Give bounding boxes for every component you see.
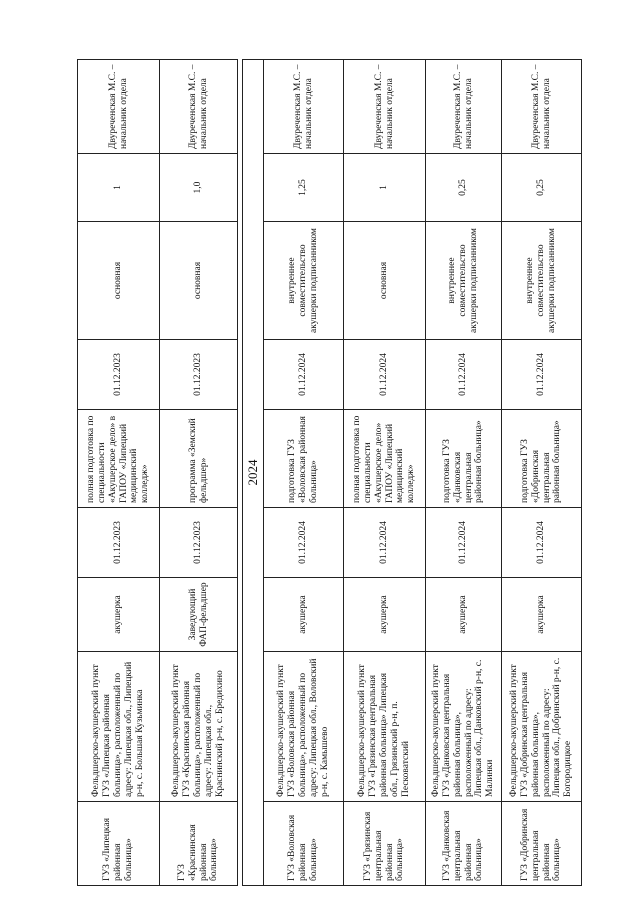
table-row xyxy=(78,60,160,886)
cell-position: акушерка xyxy=(78,578,160,652)
year-row xyxy=(243,60,264,886)
cell-position: акушерка xyxy=(264,578,344,652)
cell-responsible: Двуреченская М.С. – начальник отдела xyxy=(502,60,582,154)
cell-address: Фельдшерско-акушерский пункт ГУЗ «Добринская центральная районная больница», расположенный по адресу: Липецкая обл., Добринский р-н, с. Богородицкое xyxy=(502,652,582,802)
cell-employment: основная xyxy=(160,222,238,340)
table-row xyxy=(264,60,344,886)
cell-training: полная подготовка по специальности «Акушерское дело» в ГАПОУ «Липецкий медицинский колледж» xyxy=(78,410,160,508)
cell-responsible: Двуреченская М.С. – начальник отдела xyxy=(78,60,160,154)
cell-date: 01.12.2023 xyxy=(78,508,160,578)
cell-position: акушерка xyxy=(344,578,426,652)
cell-training: полная подготовка по специальности «Акушерское дело» ГАПОУ «Липецкий медицинский колледж» xyxy=(344,410,426,508)
cell-date: 01.12.2023 xyxy=(78,340,160,410)
cell-responsible: Двуреченская М.С. – начальник отдела xyxy=(426,60,502,154)
document-page xyxy=(77,60,574,886)
cell-date: 01.12.2024 xyxy=(344,508,426,578)
cell-date: 01.12.2024 xyxy=(264,508,344,578)
cell-org: ГУЗ «Добринская центральная районная больница» xyxy=(502,802,582,886)
cell-address: Фельдшерско-акушерский пункт ГУЗ «Липецкая районная больница», расположенный по адресу: Липецкая обл., Липецкий р-н, с. Большая Кузьминка xyxy=(78,652,160,802)
cell-date: 01.12.2024 xyxy=(264,340,344,410)
cell-employment: внутреннее совместительство акушерки подписанником xyxy=(264,222,344,340)
table-row xyxy=(344,60,426,886)
cell-position: акушерка xyxy=(502,578,582,652)
cell-address: Фельдшерско-акушерский пункт ГУЗ «Воловская районная больница», расположенный по адресу: Липецкая обл., Воловский р-н, с. Камышево xyxy=(264,652,344,802)
cell-date: 01.12.2024 xyxy=(426,508,502,578)
cell-address: Фельдшерско-акушерский пункт ГУЗ «Краснинская районная больница», расположенный по адресу: Липецкая обл., Краснинский р-н, с. Бредихино xyxy=(160,652,238,802)
cell-date: 01.12.2023 xyxy=(160,340,238,410)
cell-responsible: Двуреченская М.С. – начальник отдела xyxy=(264,60,344,154)
cell-employment: основная xyxy=(344,222,426,340)
table-row xyxy=(426,60,502,886)
table-row xyxy=(502,60,582,886)
cell-org: ГУЗ «Липецкая районная больница» xyxy=(78,802,160,886)
cell-rate: 1,25 xyxy=(264,154,344,222)
cell-date: 01.12.2024 xyxy=(344,340,426,410)
cell-address: Фельдшерско-акушерский пункт ГУЗ «Данковская центральная районная больница», расположенный по адресу: Липецкая обл., Данковский р-н, с. Малинки xyxy=(426,652,502,802)
cell-date: 01.12.2024 xyxy=(426,340,502,410)
cell-rate: 1 xyxy=(78,154,160,222)
cell-employment: внутреннее совместительство акушерки подписанником xyxy=(502,222,582,340)
cell-rate: 0,25 xyxy=(426,154,502,222)
cell-org: ГУЗ «Грязинская центральная районная больница» xyxy=(344,802,426,886)
cell-org: ГУЗ «Данковская центральная районная больница» xyxy=(426,802,502,886)
cell-position: акушерка xyxy=(426,578,502,652)
cell-responsible: Двуреченская М.С. – начальник отдела xyxy=(160,60,238,154)
cell-responsible: Двуреченская М.С. – начальник отдела xyxy=(344,60,426,154)
cell-training: программа «Земский фельдшер» xyxy=(160,410,238,508)
cell-date: 01.12.2024 xyxy=(502,340,582,410)
year-label: 2024 xyxy=(243,60,264,886)
cell-date: 01.12.2024 xyxy=(502,508,582,578)
cell-training: подготовка ГУЗ «Добринская центральная районная больница» xyxy=(502,410,582,508)
rotated-table-wrapper xyxy=(77,60,574,886)
cell-training: подготовка ГУЗ «Воловская районная больница» xyxy=(264,410,344,508)
cell-org: ГУЗ «Воловская районная больница» xyxy=(264,802,344,886)
cell-rate: 1,0 xyxy=(160,154,238,222)
cell-address: Фельдшерско-акушерский пункт ГУЗ «Грязинская центральная районная больница» Липецкая обл., Грязинский р-н, п. Песковатский xyxy=(344,652,426,802)
cell-employment: внутреннее совместительство акушерки подписанником xyxy=(426,222,502,340)
cell-employment: основная xyxy=(78,222,160,340)
staffing-table xyxy=(77,59,582,886)
cell-rate: 0,25 xyxy=(502,154,582,222)
cell-training: подготовка ГУЗ «Данковская центральная районная больница» xyxy=(426,410,502,508)
cell-date: 01.12.2023 xyxy=(160,508,238,578)
cell-position: Заведующий ФАП-фельдшер xyxy=(160,578,238,652)
table-row xyxy=(160,60,238,886)
cell-rate: 1 xyxy=(344,154,426,222)
cell-org: ГУЗ «Краснинская районная больница» xyxy=(160,802,238,886)
